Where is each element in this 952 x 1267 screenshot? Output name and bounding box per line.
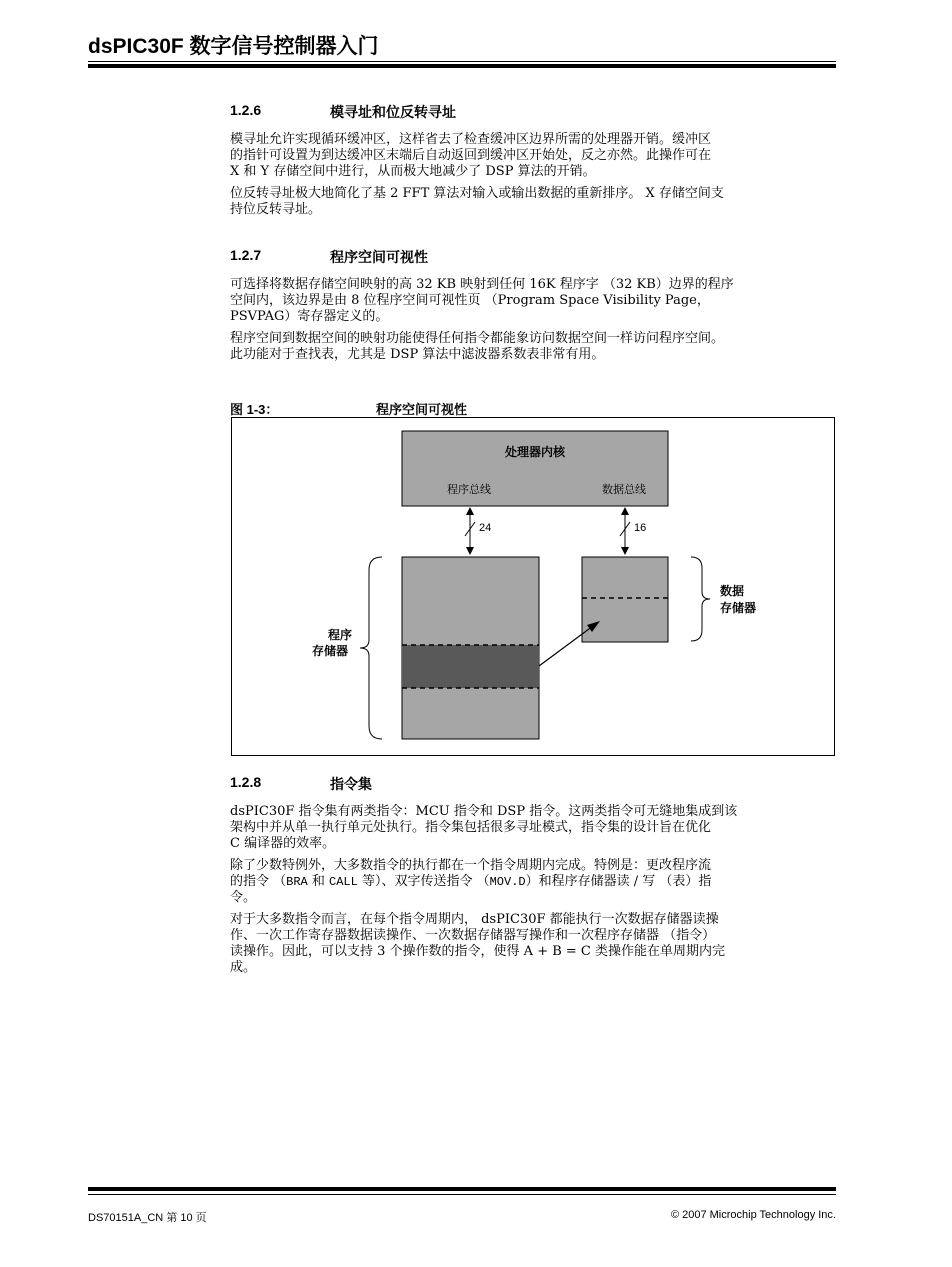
header-rule-thin xyxy=(88,61,836,62)
text-line: 程序空间到数据空间的映射功能使得任何指令都能象访问数据空间一样访问程序空间。 xyxy=(230,331,725,346)
text-run: 和 xyxy=(307,874,330,889)
text-line: 令。 xyxy=(230,890,257,905)
text-line: X 和 Y 存储空间中进行，从而极大地减少了 DSP 算法的开销。 xyxy=(230,164,596,179)
text-run: ）和程序存储器读 / 写 （表）指 xyxy=(525,874,712,889)
text-line: PSVPAG）寄存器定义的。 xyxy=(230,309,389,324)
section-1-2-8 xyxy=(230,774,836,976)
figure-title: 程序空间可视性 xyxy=(376,402,468,417)
psv-window-region xyxy=(402,645,539,688)
data-memory-box xyxy=(582,557,668,642)
document-number: DS70151A_CN 第 10 页 xyxy=(88,1212,207,1224)
section-number: 1.2.6 xyxy=(230,102,262,118)
paragraph xyxy=(230,186,836,218)
program-bus-arrow xyxy=(465,507,475,555)
program-memory-label-1: 程序 xyxy=(327,628,353,642)
copyright: © 2007 Microchip Technology Inc. xyxy=(670,1209,836,1221)
mapping-arrow xyxy=(539,621,600,666)
paragraph xyxy=(230,804,836,852)
section-number: 1.2.7 xyxy=(230,247,262,263)
text-line: 作、一次工作寄存器数据读操作、一次数据存储器写操作和一次程序存储器 （指令） xyxy=(230,928,716,943)
section-number: 1.2.8 xyxy=(230,774,262,790)
figure-caption xyxy=(230,399,468,418)
paragraph xyxy=(230,858,836,906)
section-heading xyxy=(230,102,836,122)
paragraph xyxy=(230,331,836,363)
text-line: 持位反转寻址。 xyxy=(230,202,322,217)
section-title: 程序空间可视性 xyxy=(330,249,428,265)
text-line: 空间内，该边界是由 8 位程序空间可视性页 （Program Space Visibility Page， xyxy=(230,293,710,308)
code-bra: BRA xyxy=(286,875,308,889)
text-line: 读操作。因此，可以支持 3 个操作数的指令，使得 A + B = C 类操作能在单周期内完 xyxy=(230,944,726,959)
text-line: 成。 xyxy=(230,960,257,975)
text-line: 除了少数特例外，大多数指令的执行都在一个指令周期内完成。特例是：更改程序流 xyxy=(230,858,712,873)
code-mov-d: MOV.D xyxy=(489,875,526,889)
text-line: dsPIC30F 指令集有两类指令：MCU 指令和 DSP 指令。这两类指令可无缝地集成到该 xyxy=(230,804,738,819)
code-call: CALL xyxy=(329,875,358,889)
text-line: 架构中并从单一执行单元处执行。指令集包括很多寻址模式，指令集的设计旨在优化 xyxy=(230,820,712,835)
text-line: 的指针可设置为到达缓冲区末端后自动返回到缓冲区开始处，反之亦然。此操作可在 xyxy=(230,148,712,163)
section-heading xyxy=(230,247,836,267)
paragraph xyxy=(230,132,836,180)
text-line: 此功能对于查找表，尤其是 DSP 算法中滤波器系数表非常有用。 xyxy=(230,347,605,362)
text-line: C 编译器的效率。 xyxy=(230,836,336,851)
figure-frame xyxy=(231,417,835,756)
text-line: 可选择将数据存储空间映射的高 32 KB 映射到任何 16K 程序字 （32 KB）边界的程序 xyxy=(230,277,734,292)
section-heading xyxy=(230,774,836,794)
paragraph xyxy=(230,277,836,325)
core-label: 处理器内核 xyxy=(504,445,566,459)
text-line: 模寻址允许实现循环缓冲区，这样省去了检查缓冲区边界所需的处理器开销。缓冲区 xyxy=(230,132,712,147)
program-space-visibility-diagram xyxy=(232,418,836,757)
section-1-2-6 xyxy=(230,102,836,218)
section-title: 指令集 xyxy=(330,776,372,792)
section-1-2-7 xyxy=(230,247,836,363)
text-run: 的指令 （ xyxy=(230,874,287,889)
data-bus-width: 16 xyxy=(634,522,647,534)
text-run: 等）、双字传送指令 （ xyxy=(357,874,490,889)
data-memory-label-2: 存储器 xyxy=(720,601,757,615)
data-memory-label-1: 数据 xyxy=(720,584,745,598)
text-line: 位反转寻址极大地简化了基 2 FFT 算法对输入或输出数据的重新排序。 X 存储空间支 xyxy=(230,186,724,201)
page-title: dsPIC30F 数字信号控制器入门 xyxy=(88,35,379,58)
paragraph xyxy=(230,912,836,976)
data-bus-label: 数据总线 xyxy=(602,484,646,496)
program-bus-width: 24 xyxy=(479,522,492,534)
section-title: 模寻址和位反转寻址 xyxy=(330,104,456,120)
program-bus-label: 程序总线 xyxy=(447,484,491,496)
program-memory-label-2: 存储器 xyxy=(311,644,349,658)
header-rule-thick xyxy=(88,64,836,68)
data-memory-brace xyxy=(691,557,710,641)
program-memory-brace xyxy=(360,557,382,739)
data-bus-arrow xyxy=(620,507,630,555)
footer-rule-thick xyxy=(88,1187,836,1191)
figure-label: 图 1-3： xyxy=(230,402,279,417)
text-line: 对于大多数指令而言，在每个指令周期内， dsPIC30F 都能执行一次数据存储器读操 xyxy=(230,912,719,927)
footer-rule-thin xyxy=(88,1194,836,1195)
